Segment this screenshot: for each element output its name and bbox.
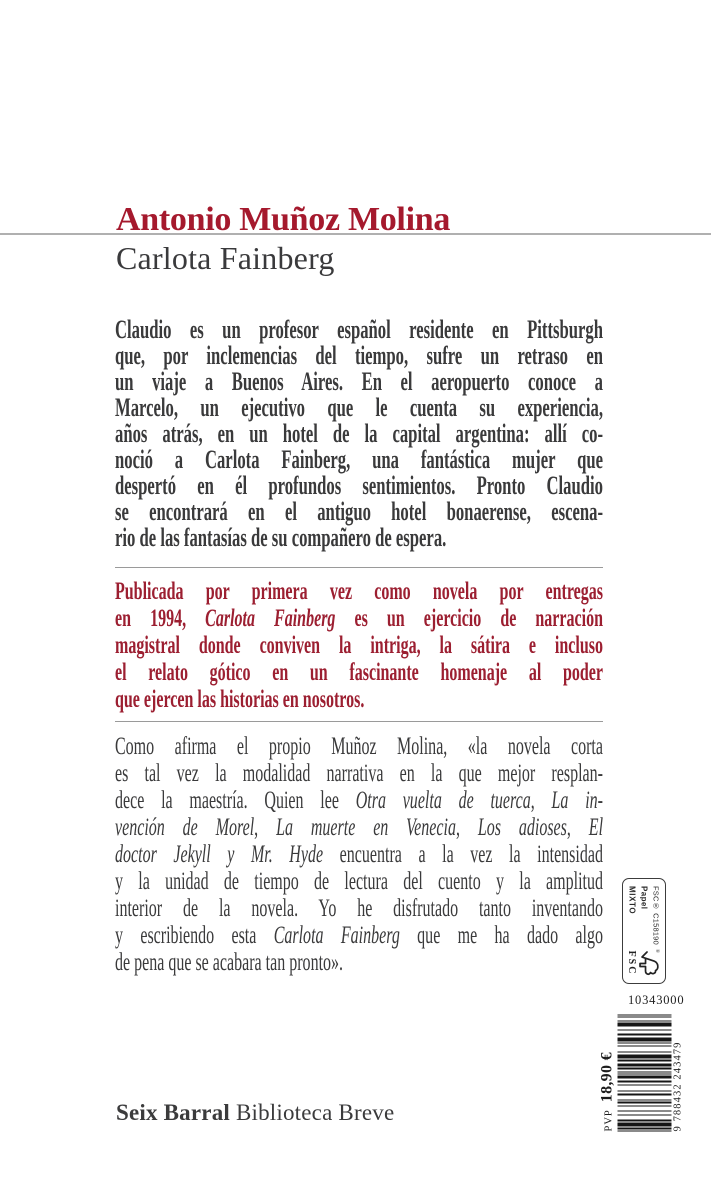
text-line: Como afirma el propio Muñoz Molina, «la novela corta <box>115 733 603 760</box>
barcode-block <box>599 1014 686 1132</box>
text-line: dece la maestría. Quien lee Otra vuelta de tuerca, La in- <box>115 787 603 814</box>
text-line: se encontrará en el antiguo hotel bonaerense, escena- <box>115 497 603 526</box>
text-line: el relato gótico en un fascinante homenaje al poder <box>115 659 603 686</box>
fsc-label <box>622 878 666 984</box>
price-label: PVP <box>603 1109 615 1132</box>
fsc-papel-text: Papel <box>639 886 649 910</box>
fsc-mixto-text: MIXTO <box>627 886 637 915</box>
text-line: que, por inclemencias del tiempo, sufre un retraso en <box>115 341 603 370</box>
text-line: y la unidad de tiempo de lectura del cuento y la amplitud <box>115 868 603 895</box>
text-line: doctor Jekyll y Mr. Hyde encuentra a la vez la intensidad <box>115 841 603 868</box>
text-line: en 1994, Carlota Fainberg es un ejercicio de narración <box>115 605 603 632</box>
fsc-tree-icon <box>626 943 662 983</box>
text-line: vención de Morel, La muerte en Venecia, Los adioses, El <box>115 814 604 841</box>
text-line: que ejercen las historias en nosotros. <box>115 686 365 713</box>
publisher-name: Seix Barral <box>116 1100 230 1125</box>
barcode-bars <box>618 1014 672 1132</box>
price-row <box>599 1014 617 1132</box>
text-line: despertó en él profundos sentimientos. Pronto Claudio <box>115 471 603 500</box>
product-code: 10343000 <box>628 993 685 1007</box>
author-name: Antonio Muñoz Molina <box>116 201 451 238</box>
publisher-logo <box>116 1099 394 1127</box>
book-title: Carlota Fainberg <box>116 240 335 276</box>
text-line: un viaje a Buenos Aires. En el aeropuerto conoce a <box>115 367 603 396</box>
text-line: años atrás, en un hotel de la capital argentina: allí co- <box>115 419 603 448</box>
fsc-label-texts <box>628 886 661 945</box>
text-line: y escribiendo esta Carlota Fainberg que me ha dado algo <box>115 922 603 949</box>
text-line: Claudio es un profesor español residente en Pittsburgh <box>115 315 603 344</box>
divider-1 <box>115 567 603 568</box>
price-value: 18,90 € <box>598 1052 616 1103</box>
barcode-digits: 9 788432 243479 <box>672 1041 684 1132</box>
text-line: magistral donde conviven la intriga, la sátira e incluso <box>115 632 603 659</box>
text-line: de pena que se acabara tan pronto». <box>115 949 344 976</box>
text-line: Publicada por primera vez como novela por entregas <box>115 578 603 605</box>
text-line: rio de las fantasías de su compañero de espera. <box>115 523 447 552</box>
text-line: es tal vez la modalidad narrativa en la que mejor resplan- <box>115 760 603 787</box>
editorial-paragraph <box>115 578 603 713</box>
svg-text:®: ® <box>654 948 660 953</box>
divider-2 <box>115 721 603 722</box>
text-line: interior de la novela. Yo he disfrutado tanto inventando <box>115 895 603 922</box>
quote-paragraph <box>115 733 603 976</box>
synopsis-paragraph <box>115 317 603 551</box>
fsc-code-text: FSC® C158190 <box>651 886 661 945</box>
text-line: noció a Carlota Fainberg, una fantástica mujer que <box>115 445 603 474</box>
fsc-logo-text: FSC <box>626 950 638 976</box>
fsc-tree-check-icon <box>636 948 662 978</box>
text-line: Marcelo, un ejecutivo que le cuenta su experiencia, <box>115 393 603 422</box>
collection-name: Biblioteca Breve <box>235 1100 395 1125</box>
